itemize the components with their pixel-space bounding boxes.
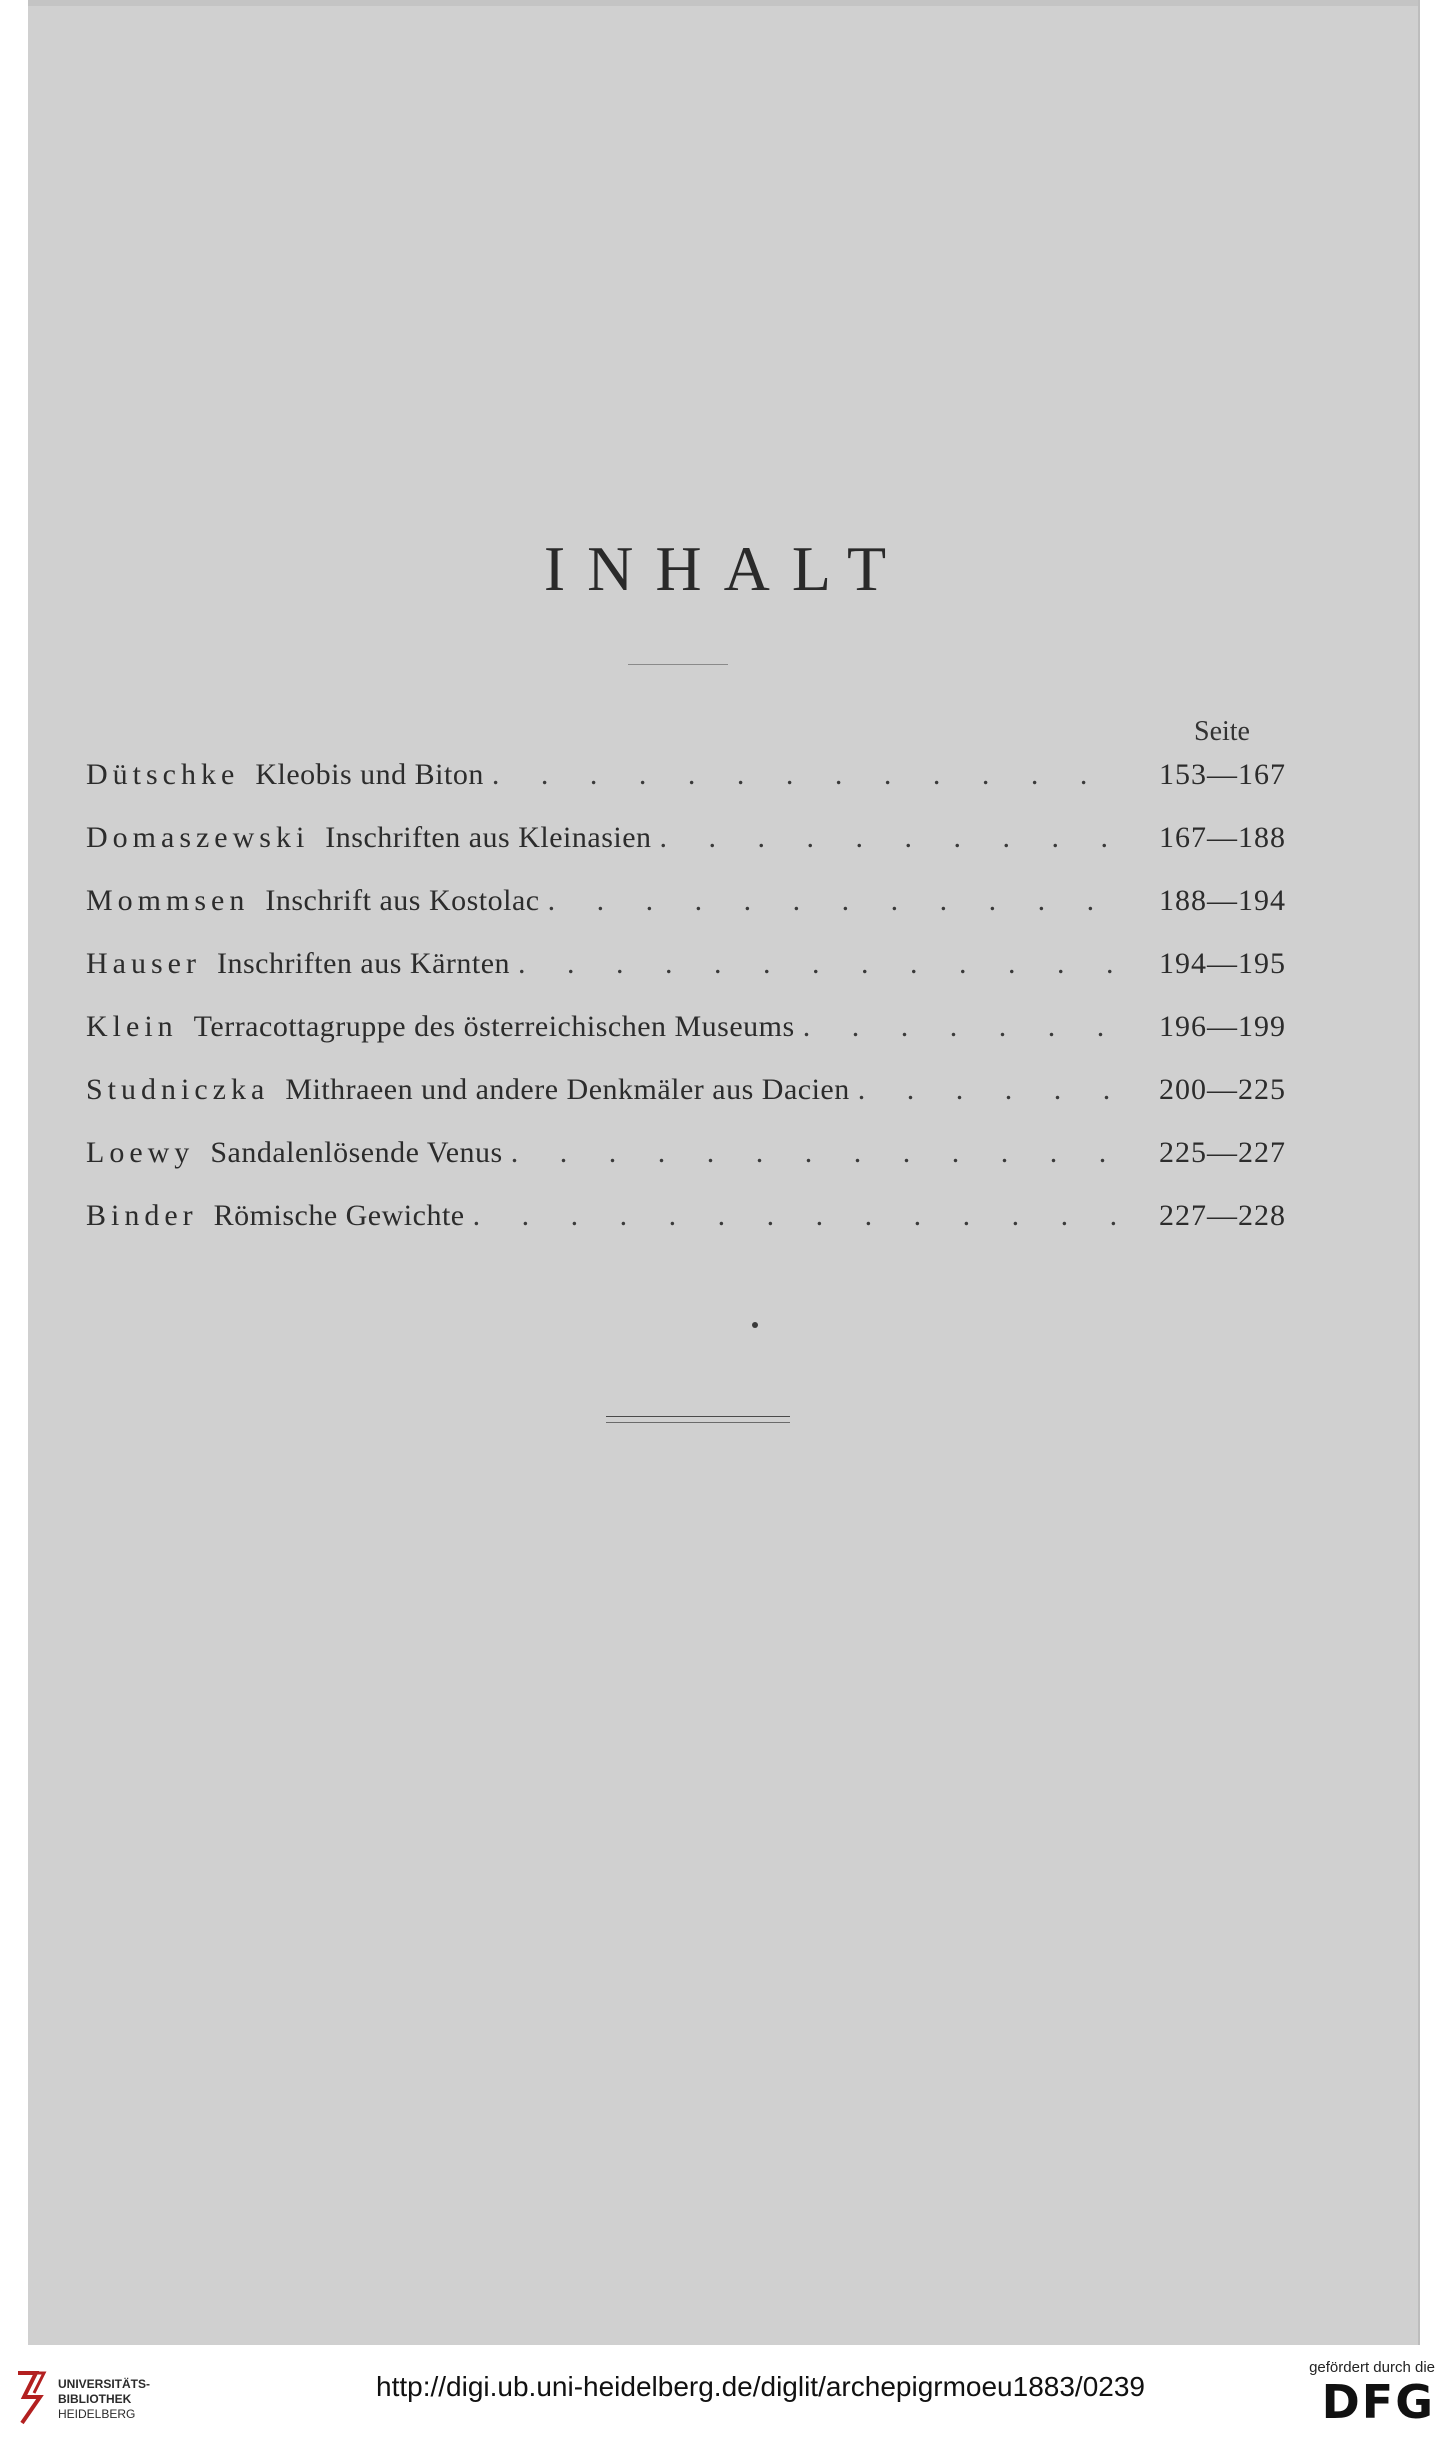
toc-title: Terracottagruppe des österreichischen Museums — [193, 1010, 795, 1043]
page-edge — [28, 0, 1418, 6]
toc-pages: 200—225 — [1159, 1073, 1286, 1106]
toc-author: Hauser — [86, 947, 201, 980]
toc-author: Binder — [86, 1199, 198, 1232]
title-divider — [628, 664, 728, 665]
library-name-line: HEIDELBERG — [58, 2407, 136, 2421]
toc-pages: 188—194 — [1159, 884, 1286, 917]
toc-pages: 167—188 — [1159, 821, 1286, 854]
toc-author: Studniczka — [86, 1073, 270, 1106]
toc-leader-dots — [503, 1136, 1126, 1170]
toc-title: Inschrift aus Kostolac — [265, 884, 540, 917]
toc-leader-dots — [652, 821, 1126, 855]
footer-bar — [0, 2345, 1447, 2449]
toc-leader-dots — [484, 758, 1126, 792]
toc-entry — [86, 1199, 1286, 1262]
toc-entry — [86, 947, 1286, 1010]
toc-pages: 225—227 — [1159, 1136, 1286, 1169]
toc-entry — [86, 1136, 1286, 1199]
page-column-label: Seite — [1194, 716, 1250, 747]
funding-caption: gefördert durch die — [1309, 2359, 1435, 2376]
toc-pages: 196—199 — [1159, 1010, 1286, 1043]
scanned-page — [28, 0, 1420, 2345]
toc-entry — [86, 821, 1286, 884]
end-rule-divider — [606, 1416, 790, 1423]
toc-title: Römische Gewichte — [213, 1199, 465, 1232]
table-of-contents — [86, 758, 1286, 1262]
library-name-line: BIBLIOTHEK — [58, 2392, 132, 2406]
toc-leader-dots — [510, 947, 1126, 981]
toc-title: Kleobis und Biton — [255, 758, 484, 791]
toc-entry — [86, 1073, 1286, 1136]
toc-entry — [86, 1010, 1286, 1073]
library-emblem-icon — [14, 2367, 50, 2427]
ornament-dot — [752, 1322, 758, 1328]
toc-author: Mommsen — [86, 884, 250, 917]
toc-leader-dots — [465, 1199, 1126, 1233]
toc-title: Sandalenlösende Venus — [210, 1136, 503, 1169]
toc-author: Loewy — [86, 1136, 195, 1169]
toc-pages: 227—228 — [1159, 1199, 1286, 1232]
toc-author: Domaszewski — [86, 821, 310, 854]
page-title: INHALT — [543, 533, 909, 604]
toc-title: Inschriften aus Kärnten — [216, 947, 511, 980]
toc-entry — [86, 884, 1286, 947]
toc-leader-dots — [795, 1010, 1126, 1044]
funder-block[interactable] — [1275, 2359, 1435, 2428]
toc-title: Mithraeen und andere Denkmäler aus Dacien — [285, 1073, 850, 1106]
dfg-logo: DFG — [1321, 2375, 1435, 2429]
toc-author: Dütschke — [86, 758, 240, 791]
toc-title: Inschriften aus Kleinasien — [325, 821, 652, 854]
toc-pages: 153—167 — [1159, 758, 1286, 791]
library-name — [58, 2377, 150, 2422]
library-name-line: UNIVERSITÄTS- — [58, 2377, 151, 2391]
toc-leader-dots — [850, 1073, 1126, 1107]
toc-pages: 194—195 — [1159, 947, 1286, 980]
toc-author: Klein — [86, 1010, 178, 1043]
toc-leader-dots — [540, 884, 1126, 918]
permalink-url[interactable]: http://digi.ub.uni-heidelberg.de/diglit/archepigrmoeu1883/0239 — [376, 2371, 1145, 2402]
toc-entry — [86, 758, 1286, 821]
library-logo[interactable] — [14, 2367, 164, 2427]
